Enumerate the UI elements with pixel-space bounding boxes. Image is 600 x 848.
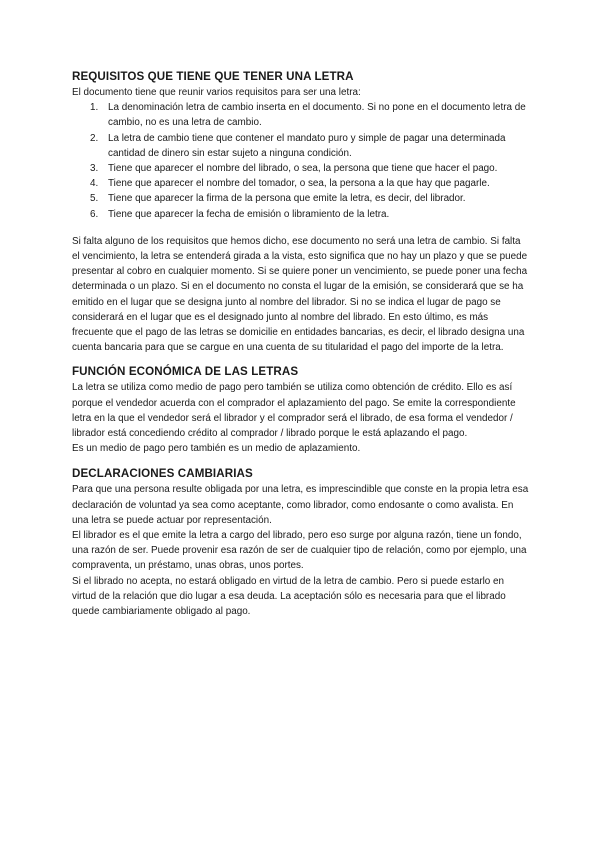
list-item bbox=[72, 207, 530, 222]
list-item bbox=[72, 191, 530, 206]
requisitos-list bbox=[72, 100, 530, 222]
declaraciones-paragraph-2: El librador es el que emite la letra a cargo del librado, pero eso surge por alguna razón, tiene un fondo, una razón de ser. Puede provenir esa razón de ser de cualquier tipo de relación, como por ejemplo, una compraventa, un préstamo, unas obras, unos portes. bbox=[72, 530, 527, 572]
section-declaraciones-title: DECLARACIONES CAMBIARIAS bbox=[72, 467, 253, 481]
list-item-number: 6. bbox=[90, 208, 99, 220]
list-item bbox=[72, 161, 530, 176]
declaraciones-paragraph-3: Si el librado no acepta, no estará obligado en virtud de la letra de cambio. Pero si puede estarlo en virtud de la relación que dio lugar a esa deuda. La aceptación sólo es necesaria para que el librado quede cambiariamente obligado al pago. bbox=[72, 575, 506, 618]
list-item-number: 4. bbox=[90, 178, 99, 190]
funcion-paragraph-2: Es un medio de pago pero también es un medio de aplazamiento. bbox=[72, 443, 361, 455]
funcion-paragraph-1: La letra se utiliza como medio de pago pero también se utiliza como obtención de crédito. Ello es así porque el vendedor acuerda con el comprador el aplazamiento del pago. Se emite la correspondiente letra en la que el vendedor será el librador y el comprador será el librado, de esa forma el vendedor / librador está concediendo crédito al comprador / librado porque le está aplazando el pago. bbox=[72, 382, 516, 440]
declaraciones-paragraph-1: Para que una persona resulte obligada por una letra, es imprescindible que conste en la propia letra esa declaración de voluntad ya sea como aceptante, como librador, como endosante o como avalista. En una letra se puede actuar por representación. bbox=[72, 484, 529, 526]
document-page bbox=[72, 68, 530, 619]
list-item-number: 2. bbox=[90, 132, 99, 144]
list-item-text: Tiene que aparecer la fecha de emisión o libramiento de la letra. bbox=[108, 208, 390, 220]
list-item bbox=[72, 131, 530, 161]
spacer bbox=[72, 222, 530, 234]
section-requisitos-title: REQUISITOS QUE TIENE QUE TENER UNA LETRA bbox=[72, 70, 354, 83]
list-item-text: La letra de cambio tiene que contener el mandato puro y simple de pagar una determinada cantidad de dinero sin estar sujeto a ninguna condición. bbox=[108, 132, 506, 159]
list-item bbox=[72, 176, 530, 191]
list-item-text: La denominación letra de cambio inserta en el documento. Si no pone en el documento letra de cambio, no es una letra de cambio. bbox=[108, 102, 526, 129]
section-funcion-title: FUNCIÓN ECONÓMICA DE LAS LETRAS bbox=[72, 365, 299, 379]
list-item-text: Tiene que aparecer el nombre del tomador, o sea, la persona a la que hay que pagarle. bbox=[108, 178, 490, 190]
list-item-number: 3. bbox=[90, 163, 99, 175]
list-item-number: 1. bbox=[90, 102, 99, 114]
requisitos-intro: El documento tiene que reunir varios requisitos para ser una letra: bbox=[72, 87, 361, 98]
list-item-number: 5. bbox=[90, 193, 99, 205]
list-item bbox=[72, 100, 530, 130]
list-item-text: Tiene que aparecer la firma de la persona que emite la letra, es decir, del librador. bbox=[108, 193, 466, 205]
list-item-text: Tiene que aparecer el nombre del librado, o sea, la persona que tiene que hacer el pago. bbox=[108, 163, 498, 175]
requisitos-paragraph: Si falta alguno de los requisitos que hemos dicho, ese documento no será una letra de cambio. Si falta el vencimiento, la letra se entenderá girada a la vista, esto significa que no hay un plazo y que se puede presentar al cobro en cualquier momento. Si se quiere poner un vencimiento, se puede poner una fecha determinada o un plazo. Si en el documento no consta el lugar de la emisión, se considerará que se ha emitido en el lugar que se designa junto al nombre del librador. Si no se indica el lugar de pago se considerará en el lugar que es el designado junto al nombre del librado. En esto último, es más frecuente que el pago de las letras se domicilie en entidades bancarias, es decir, el librado designa una cuenta bancaria para que se cargue en una cuenta de su titularidad el pago del importe de la letra. bbox=[72, 235, 528, 354]
